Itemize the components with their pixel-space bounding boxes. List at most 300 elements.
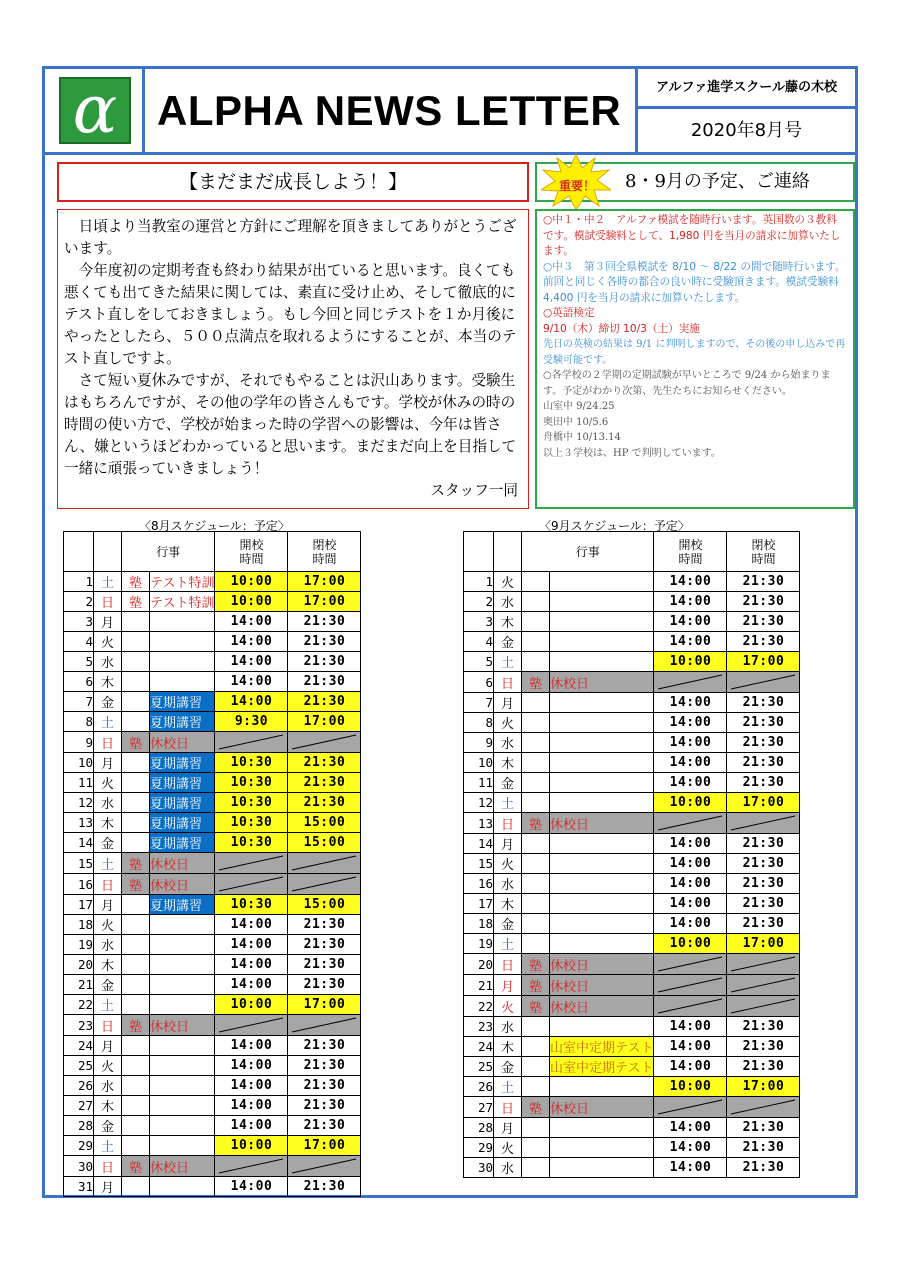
cell-weekday: 火 — [94, 1056, 122, 1076]
closed-slash-icon — [727, 975, 799, 995]
cell-weekday: 月 — [494, 975, 522, 996]
table-row — [464, 753, 800, 773]
cell-weekday: 日 — [494, 1097, 522, 1118]
cell-open: 9:30 — [215, 712, 288, 732]
cell-weekday: 土 — [494, 1077, 522, 1097]
cell-weekday: 火 — [494, 1138, 522, 1158]
cell-day: 17 — [64, 895, 94, 915]
cell-day: 2 — [64, 592, 94, 612]
cell-day: 1 — [464, 572, 494, 592]
cell-day: 12 — [464, 793, 494, 813]
closed-slash-icon — [288, 1156, 360, 1176]
cell-open: 14:00 — [654, 773, 727, 793]
cell-event: テスト特訓 — [150, 592, 215, 612]
notice-line: 以上３学校は、HP で判明しています。 — [543, 447, 721, 459]
cell-close: 21:30 — [727, 632, 800, 652]
cell-close: 21:30 — [288, 1116, 361, 1136]
cell-close — [727, 954, 800, 975]
cell-weekday: 月 — [94, 895, 122, 915]
table-row — [464, 793, 800, 813]
cell-close: 21:30 — [288, 1076, 361, 1096]
cell-event — [550, 874, 654, 894]
cell-close: 21:30 — [288, 793, 361, 813]
closed-slash-icon — [288, 732, 360, 752]
cell-close: 17:00 — [288, 712, 361, 732]
cell-open: 14:00 — [215, 632, 288, 652]
table-row — [64, 1056, 361, 1076]
cell-event — [150, 612, 215, 632]
cell-mark — [522, 572, 550, 592]
newsletter-title: ALPHA NEWS LETTER — [157, 87, 622, 134]
table-row — [64, 895, 361, 915]
cell-mark: 塾 — [122, 592, 150, 612]
closed-slash-icon — [727, 813, 799, 833]
closed-slash-icon — [654, 672, 726, 692]
cell-mark — [122, 1076, 150, 1096]
cell-close — [727, 975, 800, 996]
table-row — [64, 833, 361, 853]
cell-weekday: 木 — [94, 813, 122, 833]
cell-mark — [522, 652, 550, 672]
cell-close: 17:00 — [288, 1136, 361, 1156]
cell-weekday: 木 — [494, 1037, 522, 1057]
cell-mark — [522, 753, 550, 773]
cell-weekday: 月 — [494, 834, 522, 854]
cell-close: 21:30 — [727, 1138, 800, 1158]
cell-mark — [522, 773, 550, 793]
table-row — [64, 853, 361, 874]
logo-box — [45, 69, 145, 152]
cell-close: 21:30 — [288, 915, 361, 935]
cell-event — [150, 652, 215, 672]
cell-event — [150, 1036, 215, 1056]
cell-event — [550, 753, 654, 773]
cell-event — [150, 935, 215, 955]
cell-weekday: 木 — [94, 955, 122, 975]
cell-day: 27 — [64, 1096, 94, 1116]
closed-slash-icon — [654, 813, 726, 833]
closed-slash-icon — [215, 853, 287, 873]
cell-mark: 塾 — [522, 996, 550, 1017]
cell-mark — [522, 1077, 550, 1097]
cell-day: 16 — [64, 874, 94, 895]
cell-weekday: 火 — [94, 773, 122, 793]
cell-event — [150, 1116, 215, 1136]
cell-event — [550, 1077, 654, 1097]
header-event: 行事 — [122, 532, 215, 572]
cell-mark — [122, 712, 150, 732]
message-paragraph: 日頃より当教室の運営と方針にご理解を頂きましてありがとうございます。 — [64, 218, 517, 257]
cell-open — [654, 813, 727, 834]
cell-event — [550, 793, 654, 813]
table-row — [464, 1057, 800, 1077]
cell-mark — [122, 612, 150, 632]
cell-close: 15:00 — [288, 895, 361, 915]
closed-slash-icon — [727, 1097, 799, 1117]
cell-open — [215, 732, 288, 753]
table-row — [64, 692, 361, 712]
cell-mark: 塾 — [522, 975, 550, 996]
table-row — [464, 934, 800, 954]
cell-open — [654, 975, 727, 996]
cell-weekday: 木 — [94, 672, 122, 692]
header-day — [64, 532, 94, 572]
cell-event — [150, 1056, 215, 1076]
cell-close: 21:30 — [288, 1096, 361, 1116]
cell-weekday: 金 — [494, 632, 522, 652]
cell-day: 22 — [64, 995, 94, 1015]
cell-close — [288, 853, 361, 874]
table-row — [64, 995, 361, 1015]
closed-slash-icon — [727, 672, 799, 692]
cell-mark: 塾 — [122, 732, 150, 753]
cell-mark — [522, 854, 550, 874]
closed-slash-icon — [288, 1015, 360, 1035]
cell-close: 17:00 — [727, 793, 800, 813]
cell-event: 夏期講習 — [150, 712, 215, 732]
cell-day: 15 — [464, 854, 494, 874]
cell-day: 18 — [64, 915, 94, 935]
cell-day: 13 — [464, 813, 494, 834]
cell-day: 9 — [464, 733, 494, 753]
cell-weekday: 火 — [494, 572, 522, 592]
cell-open: 14:00 — [654, 753, 727, 773]
cell-event: 休校日 — [550, 996, 654, 1017]
cell-open: 14:00 — [654, 592, 727, 612]
cell-event: 夏期講習 — [150, 692, 215, 712]
cell-mark — [522, 1138, 550, 1158]
message-title: 【まだまだ成長しよう！】 — [57, 162, 529, 202]
cell-day: 31 — [64, 1177, 94, 1197]
table-row — [464, 733, 800, 753]
cell-mark — [122, 1136, 150, 1156]
message-body — [57, 209, 529, 509]
table-row — [64, 793, 361, 813]
cell-open: 14:00 — [215, 692, 288, 712]
cell-event: 夏期講習 — [150, 813, 215, 833]
cell-open — [654, 1097, 727, 1118]
cell-day: 10 — [464, 753, 494, 773]
cell-mark: 塾 — [122, 572, 150, 592]
table-row — [64, 1096, 361, 1116]
table-row — [464, 1097, 800, 1118]
cell-event — [550, 1158, 654, 1178]
cell-close: 21:30 — [288, 1056, 361, 1076]
cell-day: 1 — [64, 572, 94, 592]
closed-slash-icon — [215, 874, 287, 894]
alpha-logo-glyph: α — [72, 71, 118, 148]
table-row — [464, 572, 800, 592]
cell-close: 21:30 — [727, 834, 800, 854]
cell-weekday: 火 — [494, 713, 522, 733]
cell-day: 30 — [464, 1158, 494, 1178]
notice-line: 舟橋中 10/13.14 — [543, 432, 621, 443]
cell-event: 山室中定期テスト — [550, 1037, 654, 1057]
cell-mark — [122, 1036, 150, 1056]
table-row — [464, 954, 800, 975]
cell-close: 21:30 — [727, 753, 800, 773]
cell-event: 夏期講習 — [150, 793, 215, 813]
cell-close: 21:30 — [727, 773, 800, 793]
table-row — [464, 996, 800, 1017]
notice-line: 9/10（木）締切 10/3（土）実施 — [543, 322, 700, 335]
header-day — [464, 532, 494, 572]
cell-day: 16 — [464, 874, 494, 894]
table-row — [464, 1138, 800, 1158]
cell-open: 10:30 — [215, 895, 288, 915]
cell-open: 14:00 — [215, 1036, 288, 1056]
cell-weekday: 金 — [94, 975, 122, 995]
cell-mark — [122, 813, 150, 833]
table-row — [64, 732, 361, 753]
table-row — [464, 1037, 800, 1057]
cell-day: 29 — [464, 1138, 494, 1158]
cell-mark: 塾 — [522, 1097, 550, 1118]
cell-day: 9 — [64, 732, 94, 753]
cell-open: 10:00 — [215, 592, 288, 612]
cell-close: 17:00 — [288, 572, 361, 592]
cell-close: 21:30 — [727, 693, 800, 713]
table-row — [464, 612, 800, 632]
closed-slash-icon — [288, 874, 360, 894]
cell-close — [288, 732, 361, 753]
cell-open: 14:00 — [215, 975, 288, 995]
cell-close: 21:30 — [727, 854, 800, 874]
cell-close: 21:30 — [727, 592, 800, 612]
cell-close: 21:30 — [727, 1118, 800, 1138]
cell-day: 4 — [464, 632, 494, 652]
cell-open: 10:30 — [215, 833, 288, 853]
table-row — [464, 874, 800, 894]
cell-day: 21 — [464, 975, 494, 996]
cell-event: テスト特訓 — [150, 572, 215, 592]
notice-title: 8・9月の予定、ご連絡 — [625, 171, 810, 192]
school-name: アルファ進学スクール藤の木校 — [635, 69, 855, 109]
cell-event — [150, 1096, 215, 1116]
closed-slash-icon — [727, 954, 799, 974]
table-row — [464, 854, 800, 874]
cell-weekday: 水 — [494, 733, 522, 753]
cell-mark — [522, 894, 550, 914]
table-row — [64, 572, 361, 592]
cell-day: 8 — [64, 712, 94, 732]
cell-close: 21:30 — [288, 632, 361, 652]
table-row — [64, 1136, 361, 1156]
cell-open: 10:00 — [215, 572, 288, 592]
cell-mark — [122, 895, 150, 915]
cell-weekday: 火 — [94, 632, 122, 652]
cell-close: 21:30 — [727, 1017, 800, 1037]
table-row — [64, 592, 361, 612]
cell-event — [550, 773, 654, 793]
important-badge: 重要！ — [558, 179, 595, 193]
cell-mark — [522, 733, 550, 753]
cell-weekday: 金 — [494, 1057, 522, 1077]
cell-close — [727, 813, 800, 834]
cell-close: 21:30 — [727, 894, 800, 914]
cell-event: 休校日 — [550, 975, 654, 996]
cell-weekday: 日 — [94, 1015, 122, 1036]
cell-open — [215, 1156, 288, 1177]
cell-open: 14:00 — [654, 874, 727, 894]
cell-open: 14:00 — [215, 612, 288, 632]
cell-day: 28 — [64, 1116, 94, 1136]
cell-open: 14:00 — [215, 955, 288, 975]
cell-close: 21:30 — [727, 612, 800, 632]
cell-event — [550, 934, 654, 954]
cell-mark — [122, 632, 150, 652]
closed-slash-icon — [654, 954, 726, 974]
cell-event — [550, 1138, 654, 1158]
cell-event — [150, 995, 215, 1015]
cell-mark: 塾 — [122, 874, 150, 895]
cell-open: 10:00 — [215, 1136, 288, 1156]
cell-day: 6 — [64, 672, 94, 692]
notice-body — [535, 209, 855, 509]
cell-event — [150, 915, 215, 935]
cell-weekday: 土 — [94, 1136, 122, 1156]
cell-close — [727, 672, 800, 693]
cell-weekday: 日 — [94, 732, 122, 753]
cell-event — [550, 572, 654, 592]
cell-day: 7 — [64, 692, 94, 712]
cell-day: 11 — [464, 773, 494, 793]
cell-weekday: 火 — [94, 915, 122, 935]
cell-day: 8 — [464, 713, 494, 733]
cell-open: 14:00 — [215, 652, 288, 672]
message-signature: スタッフ一同 — [430, 482, 518, 499]
cell-open: 14:00 — [215, 1056, 288, 1076]
table-row — [64, 874, 361, 895]
cell-day: 23 — [64, 1015, 94, 1036]
cell-mark: 塾 — [522, 813, 550, 834]
cell-mark: 塾 — [122, 1156, 150, 1177]
message-paragraph: 今年度初の定期考査も終わり結果が出ていると思います。良くても悪くても出てきた結果に関しては、素直に受け止め、そして徹底的にテスト直しをしておきましょう。もし今回と同じテストを１か月後にやったとしたら、５００点満点を取れるようにすることが、本当のテスト直しですよ。 — [64, 262, 517, 367]
cell-open: 14:00 — [654, 834, 727, 854]
table-row — [464, 1118, 800, 1138]
cell-open: 10:30 — [215, 793, 288, 813]
notice-line: ○各学校の２学期の定期試験が早いところで 9/24 から始まります。予定がわかり次第、先生たちにお知らせください。 — [543, 370, 831, 397]
cell-day: 29 — [64, 1136, 94, 1156]
cell-event — [150, 672, 215, 692]
cell-mark — [122, 995, 150, 1015]
notice-line: ○英語検定 — [543, 307, 595, 319]
table-row — [464, 1017, 800, 1037]
closed-slash-icon — [215, 1015, 287, 1035]
cell-mark — [122, 915, 150, 935]
cell-open: 14:00 — [654, 1138, 727, 1158]
cell-open: 14:00 — [654, 733, 727, 753]
cell-close: 21:30 — [288, 612, 361, 632]
cell-close: 21:30 — [288, 1177, 361, 1197]
table-row — [64, 935, 361, 955]
cell-mark — [522, 632, 550, 652]
cell-weekday: 土 — [94, 712, 122, 732]
closed-slash-icon — [654, 975, 726, 995]
cell-event — [550, 1017, 654, 1037]
cell-open: 14:00 — [215, 1076, 288, 1096]
cell-day: 13 — [64, 813, 94, 833]
cell-day: 6 — [464, 672, 494, 693]
cell-day: 22 — [464, 996, 494, 1017]
cell-mark — [522, 612, 550, 632]
cell-day: 3 — [464, 612, 494, 632]
table-row — [464, 652, 800, 672]
cell-open — [215, 1015, 288, 1036]
cell-open: 14:00 — [654, 1037, 727, 1057]
notice-line: 山室中 9/24.25 — [543, 401, 615, 412]
cell-weekday: 日 — [494, 954, 522, 975]
cell-weekday: 土 — [94, 572, 122, 592]
table-row — [64, 1156, 361, 1177]
table-row — [64, 773, 361, 793]
cell-mark — [122, 793, 150, 813]
cell-mark — [522, 793, 550, 813]
cell-close — [288, 1156, 361, 1177]
cell-open: 14:00 — [654, 1017, 727, 1037]
cell-close: 15:00 — [288, 813, 361, 833]
table-row — [464, 592, 800, 612]
header — [45, 69, 855, 155]
cell-open — [654, 954, 727, 975]
cell-mark: 塾 — [122, 853, 150, 874]
table-row — [464, 693, 800, 713]
cell-day: 7 — [464, 693, 494, 713]
cell-close: 17:00 — [288, 995, 361, 1015]
cell-mark — [122, 1116, 150, 1136]
cell-close: 21:30 — [288, 1036, 361, 1056]
cell-mark — [122, 753, 150, 773]
cell-mark — [522, 834, 550, 854]
cell-event — [550, 894, 654, 914]
table-row — [64, 955, 361, 975]
cell-event — [550, 854, 654, 874]
table-row — [64, 1015, 361, 1036]
table-row — [464, 834, 800, 854]
table-row — [464, 1158, 800, 1178]
cell-day: 21 — [64, 975, 94, 995]
cell-day: 19 — [64, 935, 94, 955]
cell-close: 17:00 — [727, 934, 800, 954]
cell-close: 15:00 — [288, 833, 361, 853]
cell-event — [550, 834, 654, 854]
cell-event — [550, 592, 654, 612]
cell-weekday: 水 — [494, 874, 522, 894]
cell-weekday: 水 — [494, 1017, 522, 1037]
cell-day: 26 — [64, 1076, 94, 1096]
cell-open — [215, 874, 288, 895]
sep-schedule-table — [463, 531, 800, 1178]
cell-mark — [122, 773, 150, 793]
cell-close: 21:30 — [727, 572, 800, 592]
cell-close: 21:30 — [288, 773, 361, 793]
cell-open: 14:00 — [654, 693, 727, 713]
table-row — [64, 1076, 361, 1096]
cell-event — [150, 1177, 215, 1197]
cell-event: 休校日 — [150, 874, 215, 895]
cell-event: 夏期講習 — [150, 895, 215, 915]
cell-event — [550, 693, 654, 713]
header-open: 開校 時間 — [215, 532, 288, 572]
cell-close — [288, 874, 361, 895]
cell-close: 21:30 — [288, 652, 361, 672]
cell-event: 休校日 — [550, 672, 654, 693]
cell-mark — [122, 1056, 150, 1076]
cell-day: 25 — [464, 1057, 494, 1077]
cell-close: 21:30 — [288, 935, 361, 955]
notice-line: 奥田中 10/5.6 — [543, 416, 609, 428]
cell-event — [150, 1136, 215, 1156]
